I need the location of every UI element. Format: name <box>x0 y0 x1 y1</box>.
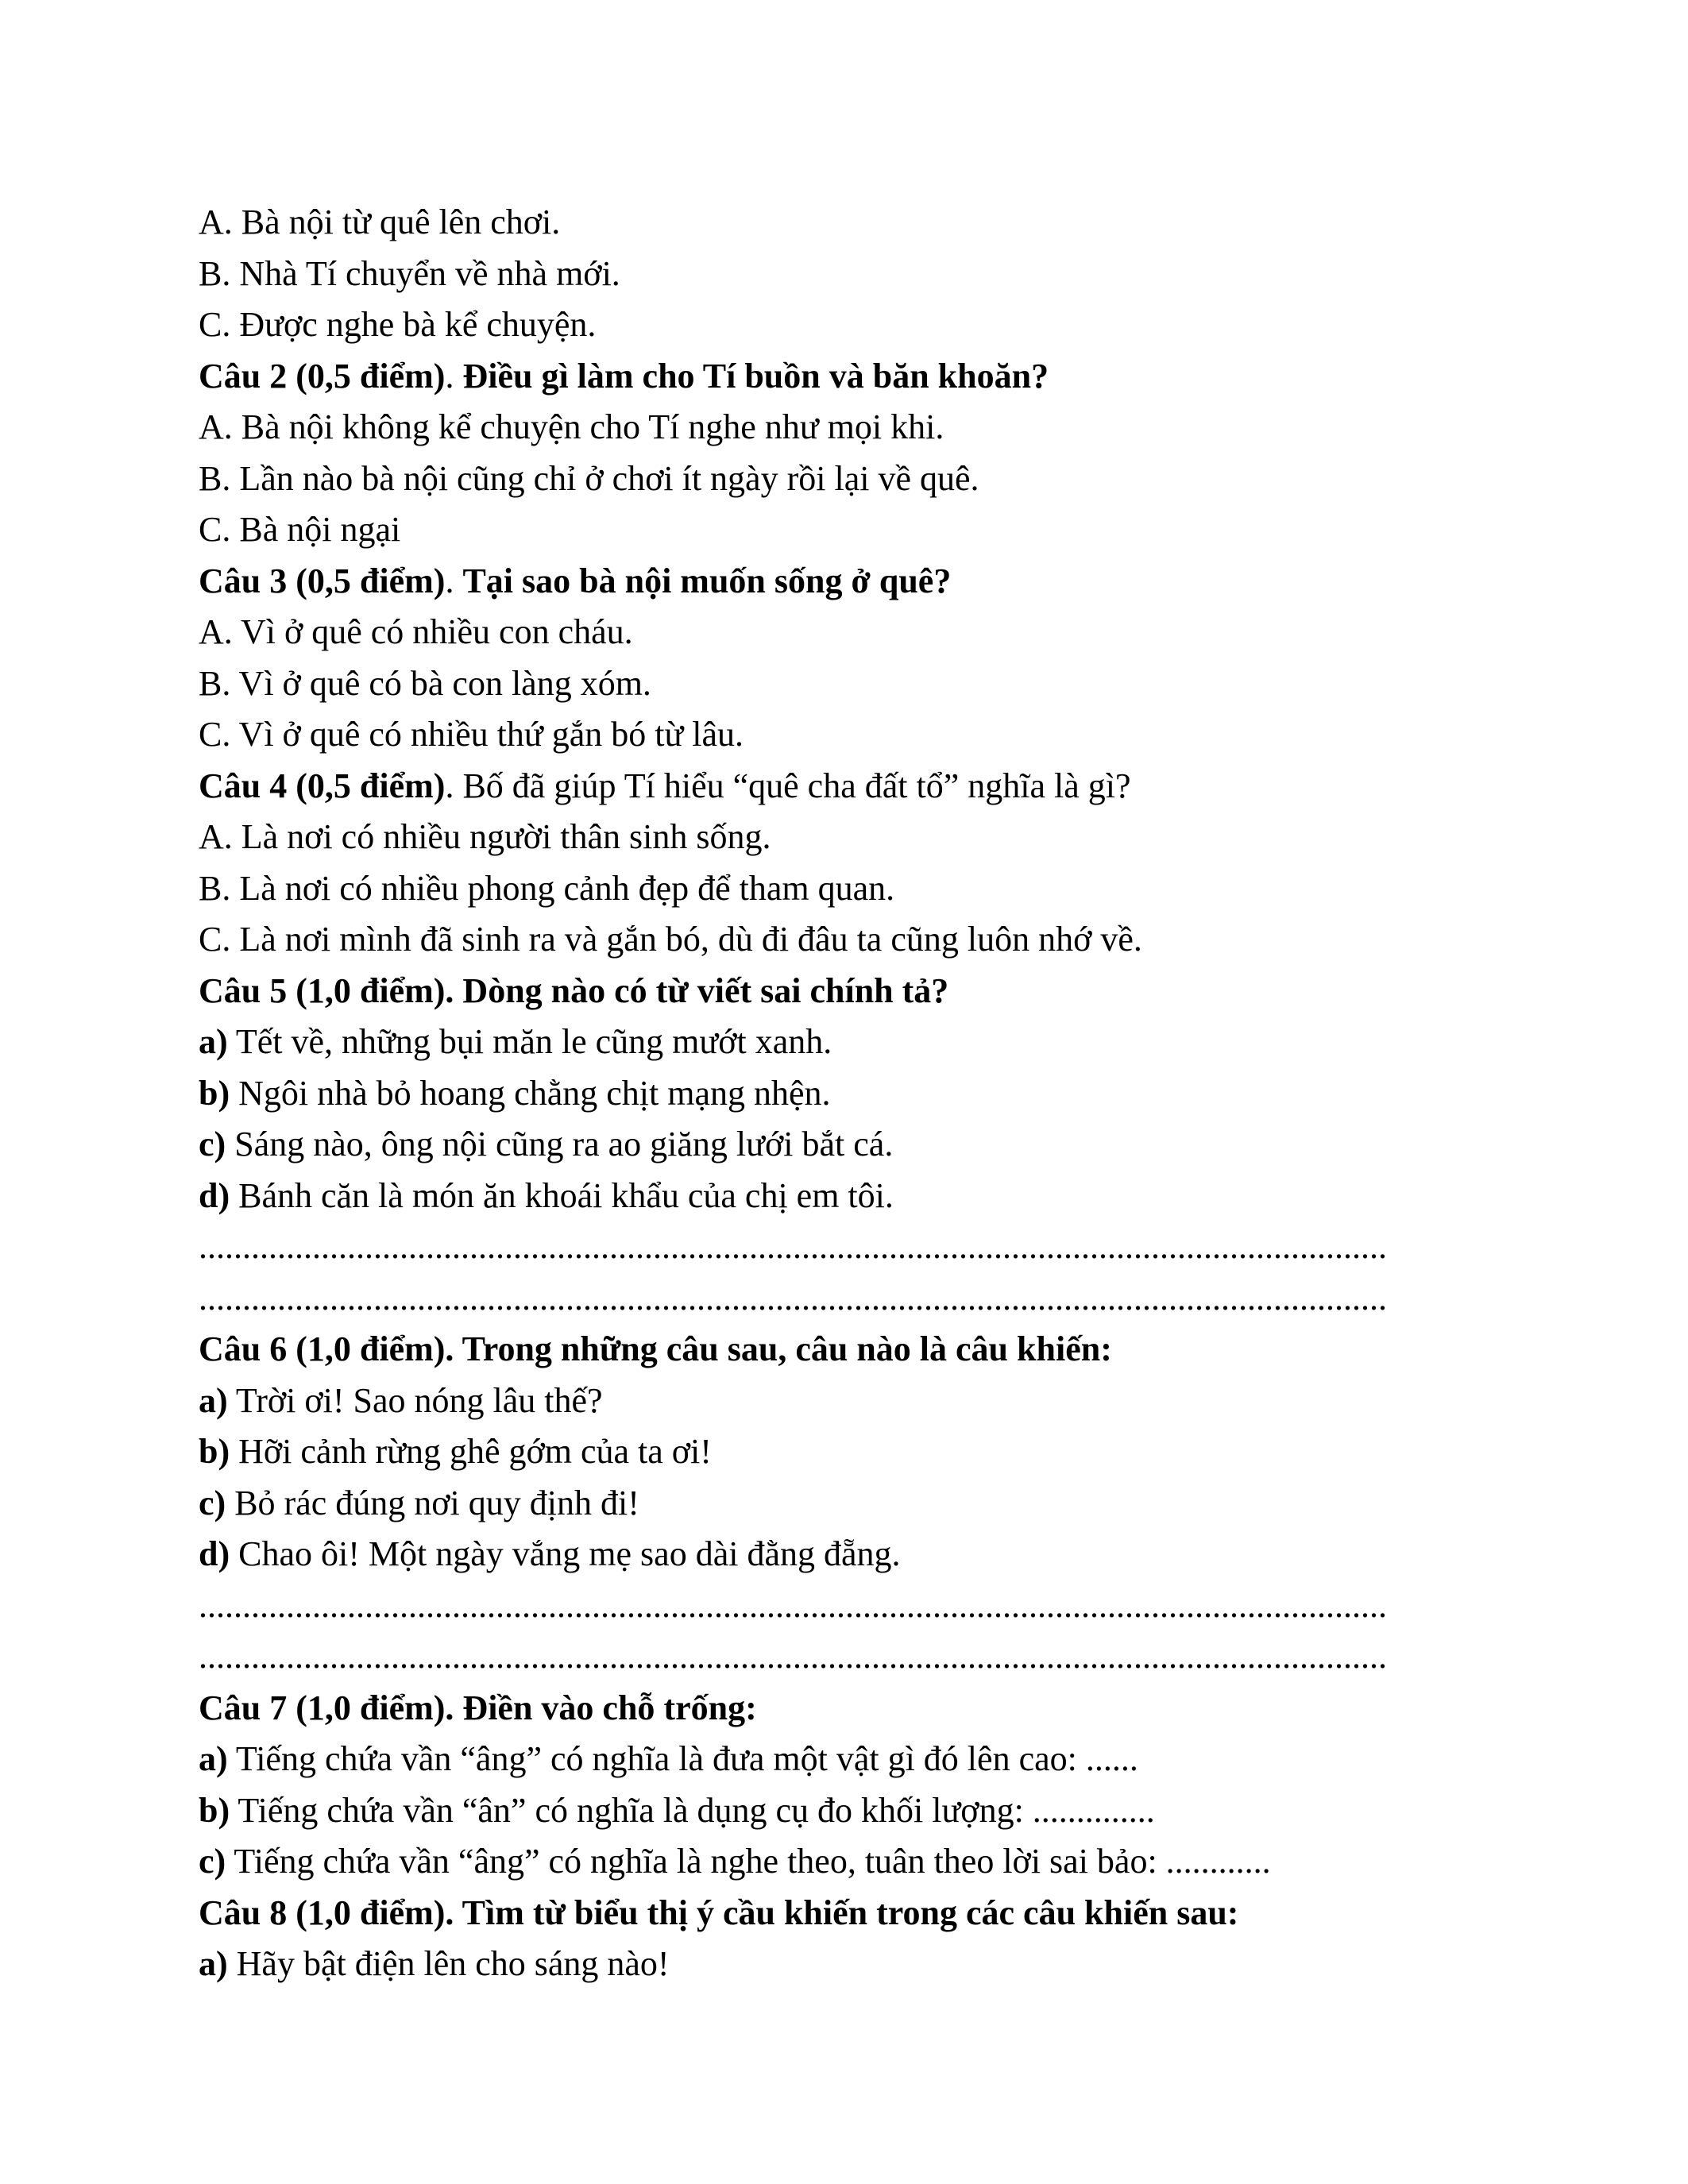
question-label: Câu 2 (0,5 điểm) <box>199 356 446 396</box>
question-line <box>199 966 1485 1017</box>
question-line <box>199 556 1485 608</box>
answer-option <box>199 1478 1485 1530</box>
question-separator: . <box>445 766 463 805</box>
question-label: Câu 6 (1,0 điểm). Trong những câu sau, câu nào là câu khiến: <box>199 1329 1112 1368</box>
option-letter: c) <box>199 1483 226 1522</box>
answer-choice: A. Là nơi có nhiều người thân sinh sống. <box>199 817 771 856</box>
question-line <box>199 761 1485 812</box>
question-line <box>199 1888 1485 1939</box>
answer-blank-line: ........................................................................................................................................ <box>199 1585 1387 1625</box>
answer-blank-line: ........................................................................................................................................ <box>199 1227 1387 1266</box>
option-letter: c) <box>199 1842 226 1881</box>
answer-option <box>199 1119 1485 1171</box>
answer-choice: C. Bà nội ngại <box>199 510 401 549</box>
question-line <box>199 1683 1485 1734</box>
answer-choice: A. Bà nội từ quê lên chơi. <box>199 203 561 241</box>
answer-option <box>199 1017 1485 1068</box>
option-letter: b) <box>199 1073 230 1113</box>
answer-choice: B. Là nơi có nhiều phong cảnh đẹp để tham quan. <box>199 868 895 908</box>
option-text: Hãy bật điện lên cho sáng nào! <box>227 1944 670 1983</box>
question-label: Câu 3 (0,5 điểm) <box>199 561 446 600</box>
option-text: Hỡi cảnh rừng ghê gớm của ta ơi! <box>230 1432 712 1471</box>
answer-choice: B. Lần nào bà nội cũng chỉ ở chơi ít ngày rồi lại về quê. <box>199 458 979 498</box>
answer-choice: C. Được nghe bà kể chuyện. <box>199 305 597 344</box>
option-letter: a) <box>199 1380 228 1420</box>
option-text: Ngôi nhà bỏ hoang chằng chịt mạng nhện. <box>230 1073 831 1113</box>
option-letter: a) <box>199 1739 228 1778</box>
question-label: Câu 5 (1,0 điểm). Dòng nào có từ viết sai chính tả? <box>199 970 949 1010</box>
question-text: Bố đã giúp Tí hiểu “quê cha đất tổ” nghĩa là gì? <box>462 766 1131 805</box>
option-text: Tiếng chứa vần “ân” có nghĩa là dụng cụ đo khối lượng: .............. <box>230 1790 1155 1830</box>
question-separator: . <box>445 561 463 600</box>
answer-option <box>199 1171 1485 1222</box>
option-text: Bánh căn là món ăn khoái khẩu của chị em tôi. <box>230 1175 894 1215</box>
answer-choice: C. Vì ở quê có nhiều thứ gắn bó từ lâu. <box>199 715 744 754</box>
answer-option <box>199 1426 1485 1478</box>
question-label: Câu 8 (1,0 điểm). Tìm từ biểu thị ý cầu khiến trong các câu khiến sau: <box>199 1893 1239 1932</box>
answer-choice: B. Vì ở quê có bà con làng xóm. <box>199 663 651 703</box>
question-line <box>199 1324 1485 1376</box>
document-page <box>199 197 1485 1990</box>
answer-choice: C. Là nơi mình đã sinh ra và gắn bó, dù đi đâu ta cũng luôn nhớ về. <box>199 920 1142 959</box>
option-text: Trời ơi! Sao nóng lâu thế? <box>227 1380 603 1420</box>
option-text: Tiếng chứa vần “âng” có nghĩa là nghe theo, tuân theo lời sai bảo: ............ <box>226 1842 1271 1881</box>
question-text: Tại sao bà nội muốn sống ở quê? <box>462 561 952 600</box>
answer-choice: B. Nhà Tí chuyển về nhà mới. <box>199 253 620 293</box>
answer-choice: A. Vì ở quê có nhiều con cháu. <box>199 612 633 651</box>
option-text: Chao ôi! Một ngày vắng mẹ sao dài đằng đẵng. <box>230 1534 901 1573</box>
question-label: Câu 7 (1,0 điểm). Điền vào chỗ trống: <box>199 1688 757 1727</box>
answer-blank-line: ........................................................................................................................................ <box>199 1637 1387 1676</box>
option-text: Tiếng chứa vần “âng” có nghĩa là đưa một vật gì đó lên cao: ...... <box>227 1739 1138 1778</box>
option-letter: d) <box>199 1534 230 1573</box>
answer-option <box>199 1376 1485 1427</box>
answer-option <box>199 1785 1485 1837</box>
question-label: Câu 4 (0,5 điểm) <box>199 766 446 805</box>
option-letter: c) <box>199 1125 226 1163</box>
option-letter: a) <box>199 1944 228 1983</box>
option-letter: b) <box>199 1790 230 1830</box>
answer-option <box>199 1529 1485 1580</box>
answer-blank-line: ........................................................................................................................................ <box>199 1278 1387 1318</box>
option-letter: a) <box>199 1022 228 1061</box>
option-text: Bỏ rác đúng nơi quy định đi! <box>226 1483 639 1522</box>
option-letter: b) <box>199 1432 230 1471</box>
option-text: Sáng nào, ông nội cũng ra ao giăng lưới bắt cá. <box>226 1125 894 1163</box>
question-separator: . <box>445 356 463 396</box>
question-line <box>199 351 1485 403</box>
answer-option <box>199 1939 1485 1990</box>
answer-option <box>199 1836 1485 1888</box>
answer-option <box>199 1734 1485 1785</box>
option-letter: d) <box>199 1175 230 1215</box>
option-text: Tết về, những bụi măn le cũng mướt xanh. <box>227 1022 832 1061</box>
answer-choice: A. Bà nội không kể chuyện cho Tí nghe như mọi khi. <box>199 407 944 446</box>
answer-option <box>199 1068 1485 1120</box>
question-text: Điều gì làm cho Tí buồn và băn khoăn? <box>462 356 1049 396</box>
